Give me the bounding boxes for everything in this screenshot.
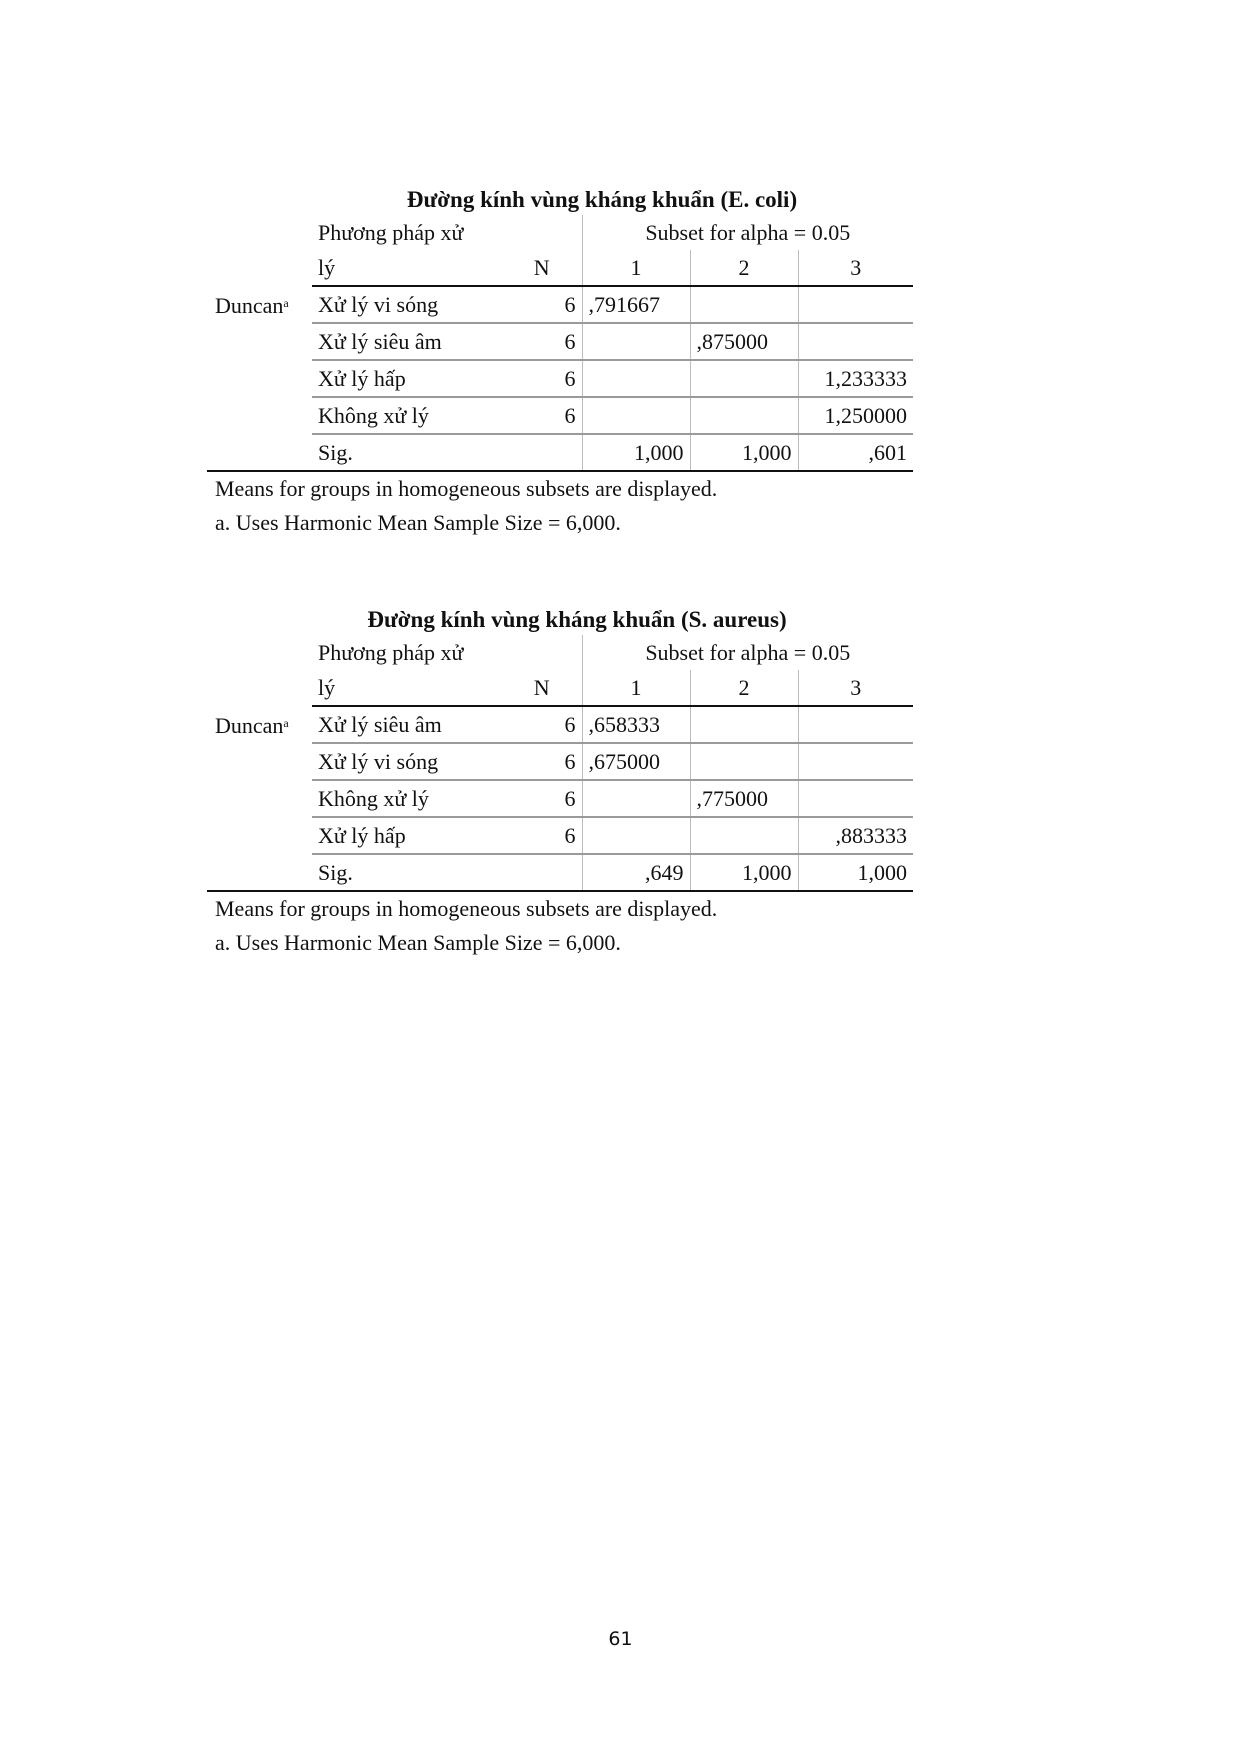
group-col-header-cont: lý	[312, 670, 502, 706]
subset-3-value: ,883333	[798, 817, 913, 854]
subset-col-3: 3	[798, 670, 913, 706]
n-value: 6	[502, 706, 582, 743]
subset-3-value	[798, 323, 913, 360]
footnote: a. Uses Harmonic Mean Sample Size = 6,000.	[215, 510, 621, 535]
subset-1-value	[582, 780, 690, 817]
subset-3-value	[798, 706, 913, 743]
table-row	[207, 323, 913, 360]
sig-subset-1: ,649	[582, 854, 690, 891]
group-col-header-cont: lý	[312, 250, 502, 286]
group-name: Xử lý hấp	[312, 817, 502, 854]
header-row-1	[207, 635, 913, 670]
subset-1-value: ,658333	[582, 706, 690, 743]
subset-col-1: 1	[582, 670, 690, 706]
sig-subset-1: 1,000	[582, 434, 690, 471]
subset-2-value: ,875000	[690, 323, 798, 360]
subset-2-value: ,775000	[690, 780, 798, 817]
table-row	[207, 817, 913, 854]
subset-3-value	[798, 780, 913, 817]
subset-2-value	[690, 743, 798, 780]
group-name: Xử lý siêu âm	[312, 323, 502, 360]
n-value: 6	[502, 397, 582, 434]
duncan-table	[207, 635, 913, 892]
sig-label: Sig.	[312, 854, 502, 891]
subset-header: Subset for alpha = 0.05	[582, 215, 913, 250]
subset-1-value	[582, 397, 690, 434]
header-row-2	[207, 670, 913, 706]
n-value: 6	[502, 817, 582, 854]
subset-2-value	[690, 397, 798, 434]
test-label: Duncan$^a$	[215, 293, 289, 318]
sig-subset-3: 1,000	[798, 854, 913, 891]
table-row	[207, 397, 913, 434]
sig-row	[207, 434, 913, 471]
subset-2-value	[690, 360, 798, 397]
subset-1-value	[582, 817, 690, 854]
subset-3-value	[798, 286, 913, 323]
group-name: Xử lý vi sóng	[312, 743, 502, 780]
group-name: Xử lý hấp	[312, 360, 502, 397]
footnote: a. Uses Harmonic Mean Sample Size = 6,000.	[215, 930, 621, 955]
n-value: 6	[502, 323, 582, 360]
table-ecoli	[207, 185, 957, 540]
sig-label: Sig.	[312, 434, 502, 471]
group-name: Không xử lý	[312, 397, 502, 434]
group-name: Xử lý siêu âm	[312, 706, 502, 743]
subset-col-3: 3	[798, 250, 913, 286]
table-row	[207, 360, 913, 397]
header-row-1	[207, 215, 913, 250]
sig-subset-3: ,601	[798, 434, 913, 471]
subset-2-value	[690, 817, 798, 854]
sig-subset-2: 1,000	[690, 854, 798, 891]
footnote: Means for groups in homogeneous subsets are displayed.	[215, 896, 718, 921]
subset-2-value	[690, 706, 798, 743]
table-row	[207, 706, 913, 743]
sig-row	[207, 854, 913, 891]
subset-1-value: ,675000	[582, 743, 690, 780]
page-number: 61	[608, 1628, 633, 1650]
n-value: 6	[502, 286, 582, 323]
subset-3-value	[798, 743, 913, 780]
subset-1-value	[582, 360, 690, 397]
sig-subset-2: 1,000	[690, 434, 798, 471]
n-value: 6	[502, 743, 582, 780]
n-col-header: N	[502, 670, 582, 706]
header-row-2	[207, 250, 913, 286]
subset-col-1: 1	[582, 250, 690, 286]
table-row	[207, 780, 913, 817]
table-row	[207, 286, 913, 323]
subset-1-value	[582, 323, 690, 360]
group-col-header: Phương pháp xử	[318, 220, 464, 245]
table-title: Đường kính vùng kháng khuẩn (S. aureus)	[367, 607, 787, 632]
n-col-header: N	[502, 250, 582, 286]
footnote: Means for groups in homogeneous subsets are displayed.	[215, 476, 718, 501]
subset-1-value: ,791667	[582, 286, 690, 323]
table-row	[207, 743, 913, 780]
table-saureus	[207, 605, 957, 960]
subset-3-value: 1,250000	[798, 397, 913, 434]
n-value: 6	[502, 780, 582, 817]
subset-3-value: 1,233333	[798, 360, 913, 397]
n-value: 6	[502, 360, 582, 397]
subset-2-value	[690, 286, 798, 323]
subset-header: Subset for alpha = 0.05	[582, 635, 913, 670]
group-name: Xử lý vi sóng	[312, 286, 502, 323]
subset-col-2: 2	[690, 670, 798, 706]
subset-col-2: 2	[690, 250, 798, 286]
group-col-header: Phương pháp xử	[318, 640, 464, 665]
table-title: Đường kính vùng kháng khuẩn (E. coli)	[406, 187, 798, 212]
duncan-table	[207, 215, 913, 472]
test-label: Duncan$^a$	[215, 713, 289, 738]
group-name: Không xử lý	[312, 780, 502, 817]
